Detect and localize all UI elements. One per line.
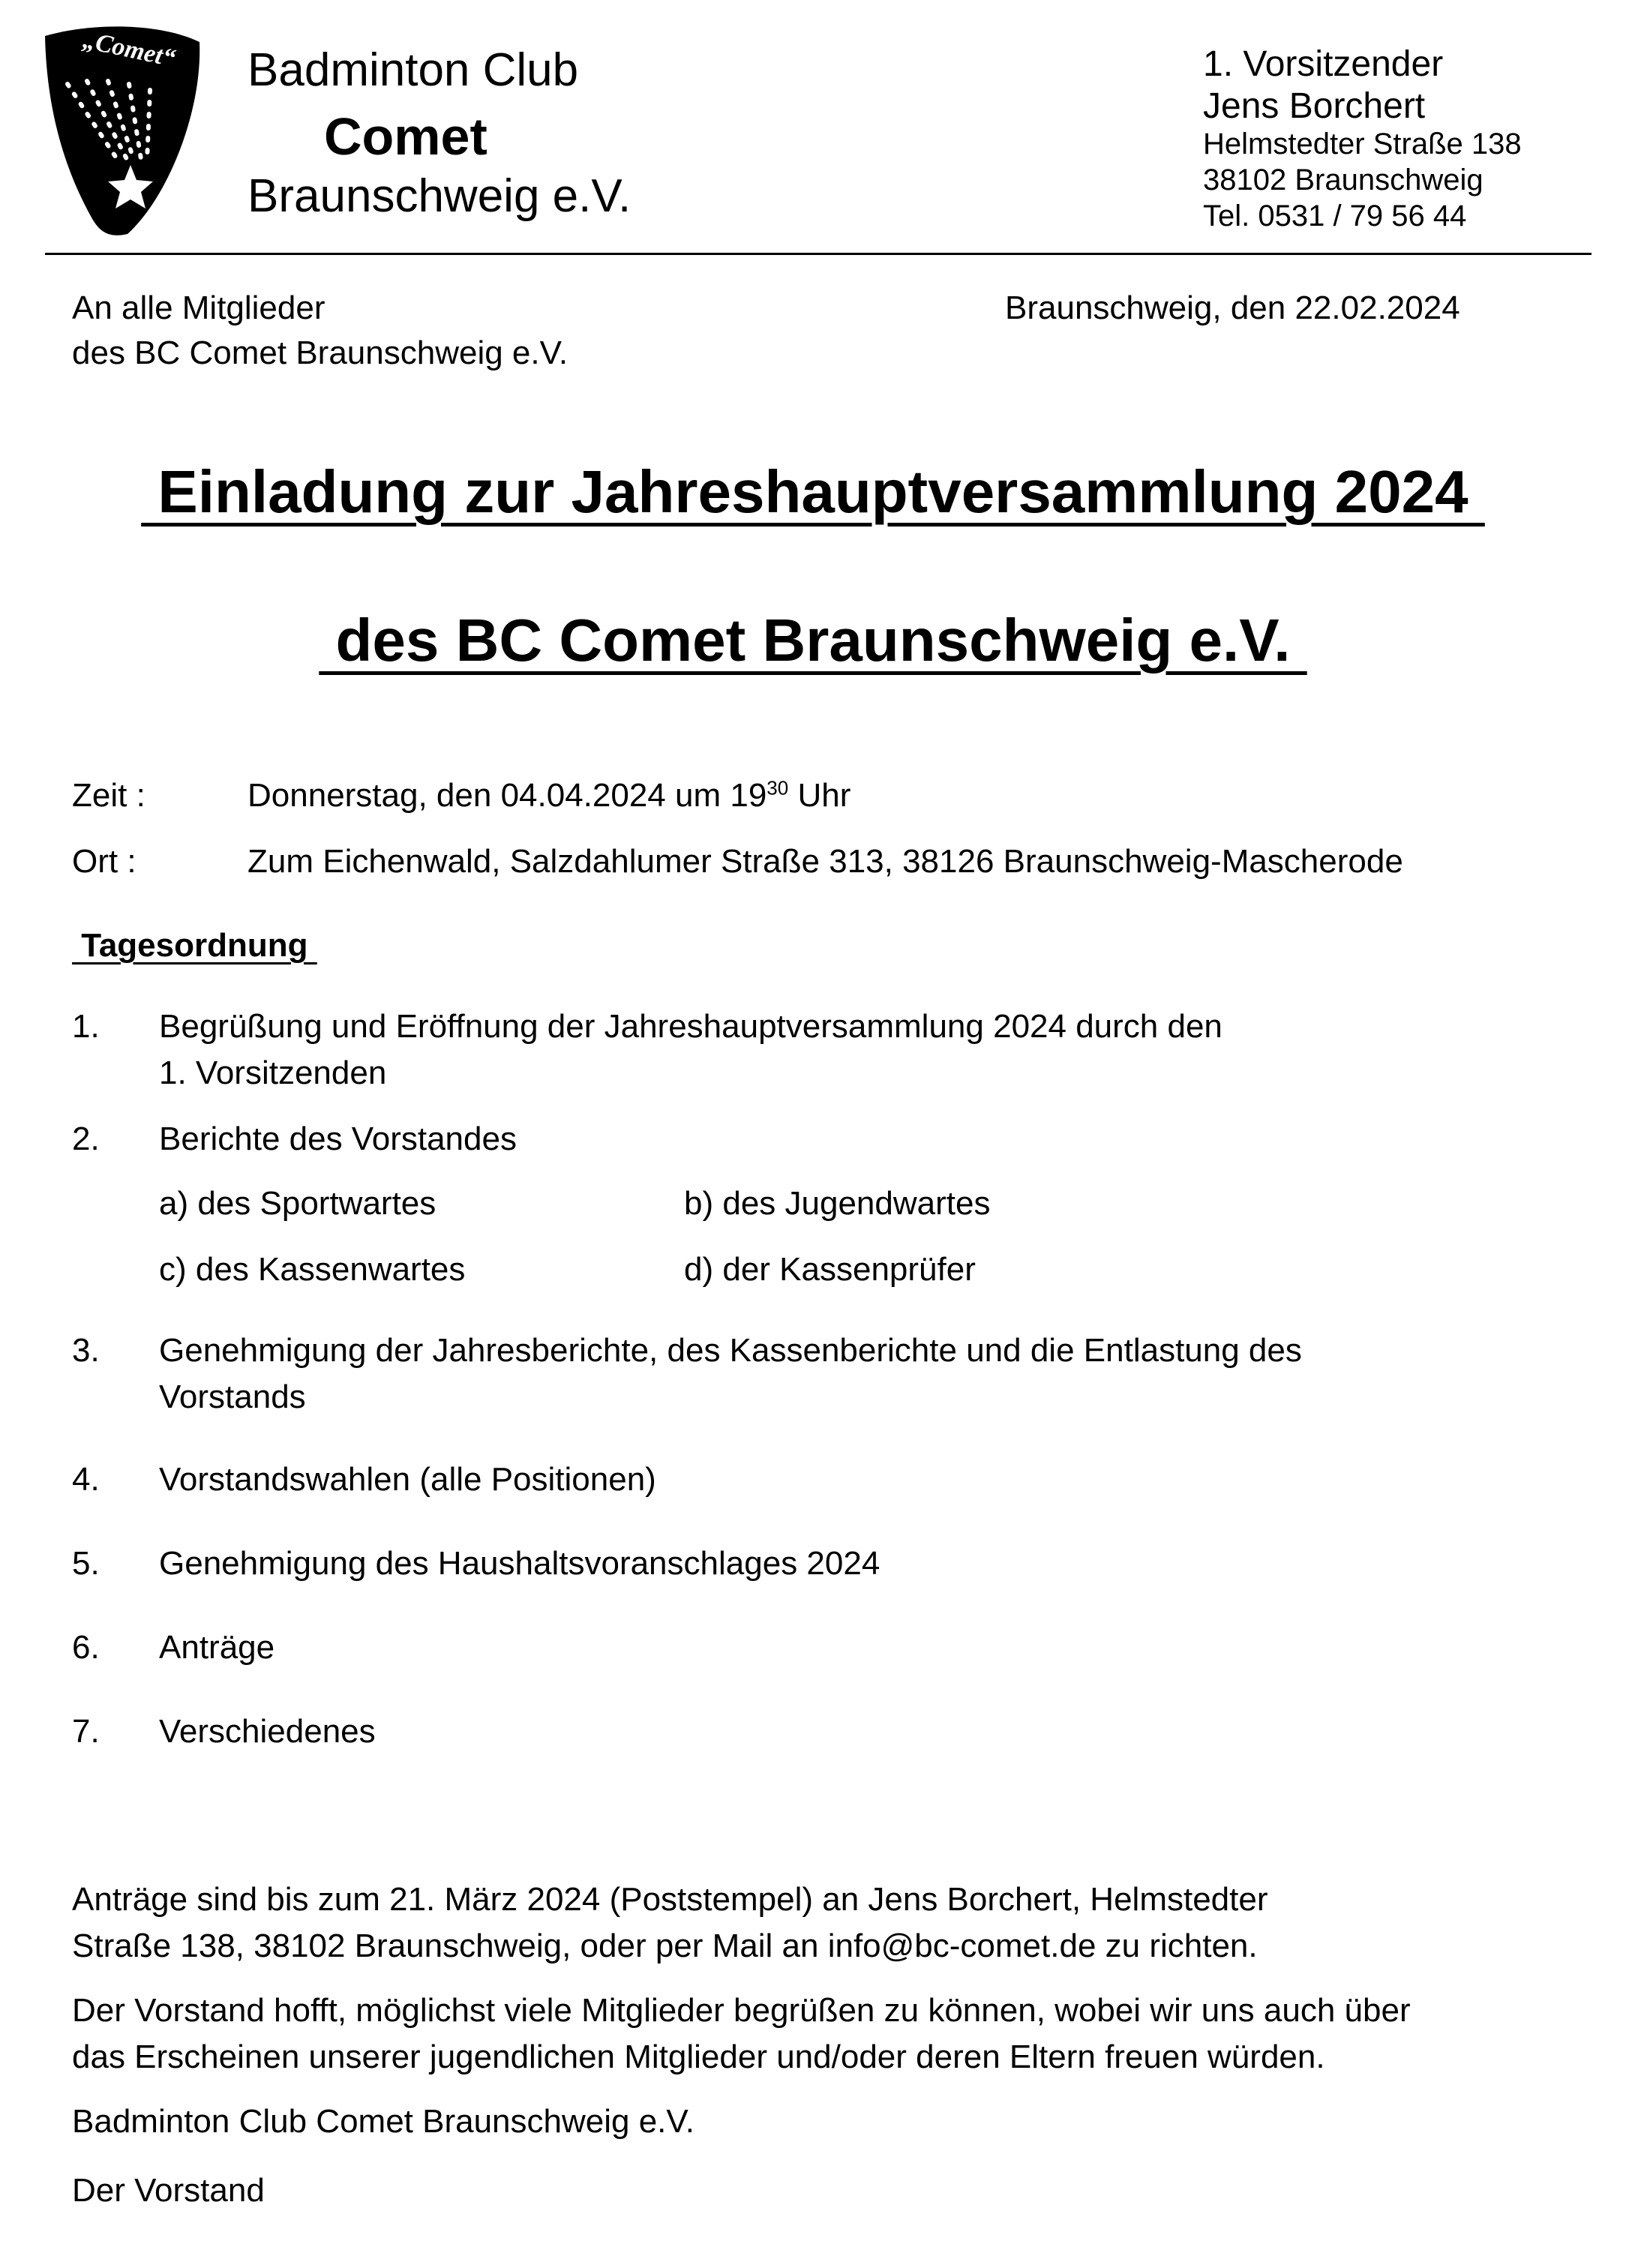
place-value: Zum Eichenwald, Salzdahlumer Straße 313, 38126 Braunschweig-Mascherode: [248, 843, 1403, 880]
agenda-item-4: Vorstandswahlen (alle Positionen): [159, 1461, 656, 1498]
time-superscript: 30: [766, 776, 789, 800]
chair-phone: Tel. 0531 / 79 56 44: [1203, 200, 1467, 232]
agenda-sub-d: d) der Kassenprüfer: [684, 1251, 976, 1288]
club-logo: [39, 21, 204, 238]
time-value-text: Donnerstag, den 04.04.2024 um 19: [248, 777, 767, 814]
chair-street: Helmstedter Straße 138: [1203, 128, 1522, 160]
closing-p2-line2: das Erscheinen unserer jugendlichen Mitglieder und/oder deren Eltern freuen würden.: [72, 2038, 1325, 2075]
recipient-line1: An alle Mitglieder: [72, 290, 326, 326]
agenda-item-1: [159, 1004, 1222, 1096]
recipient-line2: des BC Comet Braunschweig e.V.: [72, 334, 568, 371]
agenda-item-number: 5.: [72, 1545, 100, 1582]
agenda-item-number: 2.: [72, 1120, 100, 1157]
agenda-heading: Tagesordnung: [72, 927, 317, 964]
title-line1: [0, 458, 1626, 526]
agenda-item-number: 6.: [72, 1629, 100, 1666]
closing-p2-line1: Der Vorstand hofft, möglichst viele Mitglieder begrüßen zu können, wobei wir uns auch über: [72, 1992, 1411, 2029]
agenda-item-3: [159, 1328, 1302, 1420]
time-label: Zeit :: [72, 777, 146, 814]
agenda-item-6: Anträge: [159, 1629, 275, 1666]
title-line1-text: Einladung zur Jahreshauptversammlung 2024: [141, 458, 1485, 525]
agenda-item-3-line2: Vorstands: [159, 1378, 306, 1415]
agenda-item-1-line1: Begrüßung und Eröffnung der Jahreshauptversammlung 2024 durch den: [159, 1008, 1222, 1045]
closing-p1-line2: Straße 138, 38102 Braunschweig, oder per Mail an info@bc-comet.de zu richten.: [72, 1928, 1258, 1964]
place-label: Ort :: [72, 843, 136, 880]
agenda-item-number: 4.: [72, 1461, 100, 1498]
chair-city: 38102 Braunschweig: [1203, 164, 1484, 196]
letter-date: Braunschweig, den 22.02.2024: [1005, 290, 1460, 326]
agenda-sub-b: b) des Jugendwartes: [684, 1185, 991, 1222]
agenda-item-2: Berichte des Vorstandes: [159, 1120, 517, 1157]
signature-club: Badminton Club Comet Braunschweig e.V.: [72, 2103, 694, 2140]
agenda-item-number: 1.: [72, 1008, 100, 1045]
title-line2: [0, 606, 1626, 675]
time-suffix: Uhr: [788, 777, 851, 814]
club-name-line2: Comet: [324, 107, 488, 166]
club-name-line1: Badminton Club: [248, 44, 579, 96]
time-value: [248, 777, 850, 814]
agenda-item-3-line1: Genehmigung der Jahresberichte, des Kassenberichte und die Entlastung des: [159, 1332, 1302, 1369]
agenda-item-1-line2: 1. Vorsitzenden: [159, 1054, 387, 1091]
club-name-line3: Braunschweig e.V.: [248, 170, 632, 222]
closing-p1-line1: Anträge sind bis zum 21. März 2024 (Poststempel) an Jens Borchert, Helmstedter: [72, 1881, 1268, 1918]
title-line2-text: des BC Comet Braunschweig e.V.: [319, 607, 1307, 674]
agenda-item-5: Genehmigung des Haushaltsvoranschlages 2024: [159, 1545, 880, 1582]
chair-name: Jens Borchert: [1203, 86, 1426, 126]
agenda-item-number: 3.: [72, 1332, 100, 1369]
agenda-item-7: Verschiedenes: [159, 1713, 376, 1750]
agenda-sub-a: a) des Sportwartes: [159, 1185, 436, 1222]
agenda-sub-c: c) des Kassenwartes: [159, 1251, 466, 1288]
signature-board: Der Vorstand: [72, 2172, 265, 2209]
header-divider: [45, 253, 1592, 255]
logo-text: „Comet“: [80, 26, 178, 73]
chair-title: 1. Vorsitzender: [1203, 44, 1444, 84]
agenda-item-number: 7.: [72, 1713, 100, 1750]
